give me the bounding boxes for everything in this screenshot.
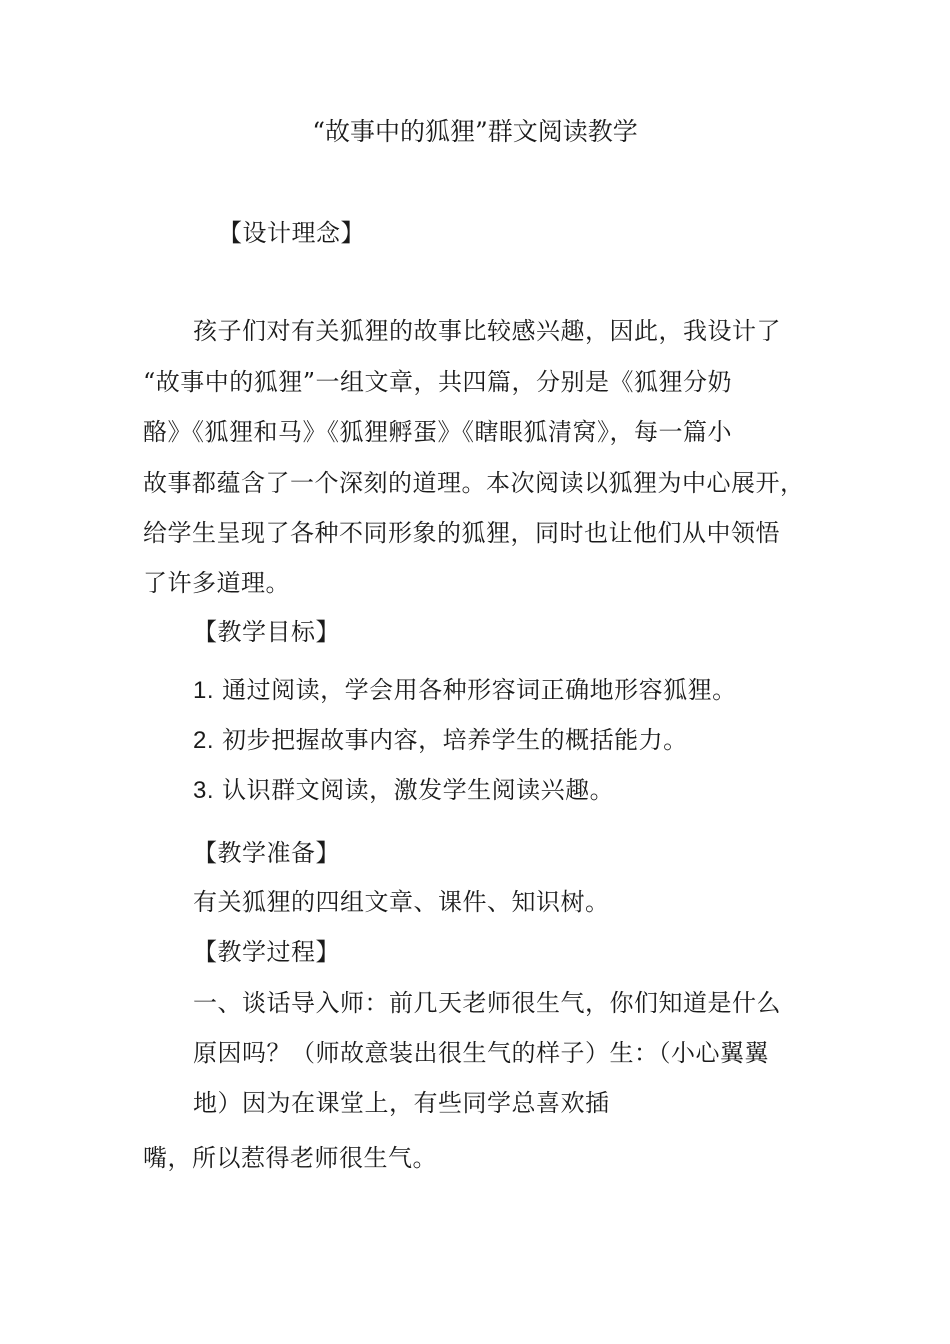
process-line: 地）因为在课堂上，有些同学总喜欢插 — [193, 1089, 610, 1117]
objective-item — [193, 725, 688, 756]
objective-number: 1. — [193, 677, 215, 704]
heading-design-concept: 【设计理念】 — [218, 219, 365, 247]
design-concept-line: “故事中的狐狸”一组文章，共四篇，分别是《狐狸分奶 — [143, 368, 733, 396]
design-concept-line: 给学生呈现了各种不同形象的狐狸，同时也让他们从中领悟 — [143, 519, 780, 547]
document-title: “故事中的狐狸”群文阅读教学 — [312, 117, 638, 146]
objective-text: 认识群文阅读，激发学生阅读兴趣。 — [222, 776, 615, 804]
objective-item — [193, 675, 737, 706]
objective-text: 通过阅读，学会用各种形容词正确地形容狐狸。 — [222, 676, 737, 704]
design-concept-line: 故事都蕴含了一个深刻的道理。本次阅读以狐狸为中心展开， — [143, 469, 805, 497]
design-concept-line: 酪》《狐狸和马》《狐狸孵蛋》《瞎眼狐清窝》，每一篇小 — [143, 418, 732, 446]
design-concept-line: 了许多道理。 — [143, 569, 290, 597]
heading-process: 【教学过程】 — [193, 938, 340, 966]
objective-number: 3. — [193, 777, 215, 804]
design-concept-line: 孩子们对有关狐狸的故事比较感兴趣，因此，我设计了 — [193, 317, 781, 345]
heading-objectives: 【教学目标】 — [193, 618, 340, 646]
process-line: 嘴，所以惹得老师很生气。 — [143, 1144, 437, 1172]
process-line: 原因吗？（师故意装出很生气的样子）生：（小心翼翼 — [193, 1039, 769, 1067]
heading-preparation: 【教学准备】 — [193, 839, 340, 867]
objective-item — [193, 775, 614, 806]
preparation-text: 有关狐狸的四组文章、课件、知识树。 — [193, 888, 610, 916]
objective-text: 初步把握故事内容，培养学生的概括能力。 — [222, 726, 688, 754]
process-line: 一、谈话导入师：前几天老师很生气，你们知道是什么 — [193, 989, 781, 1017]
objective-number: 2. — [193, 727, 215, 754]
